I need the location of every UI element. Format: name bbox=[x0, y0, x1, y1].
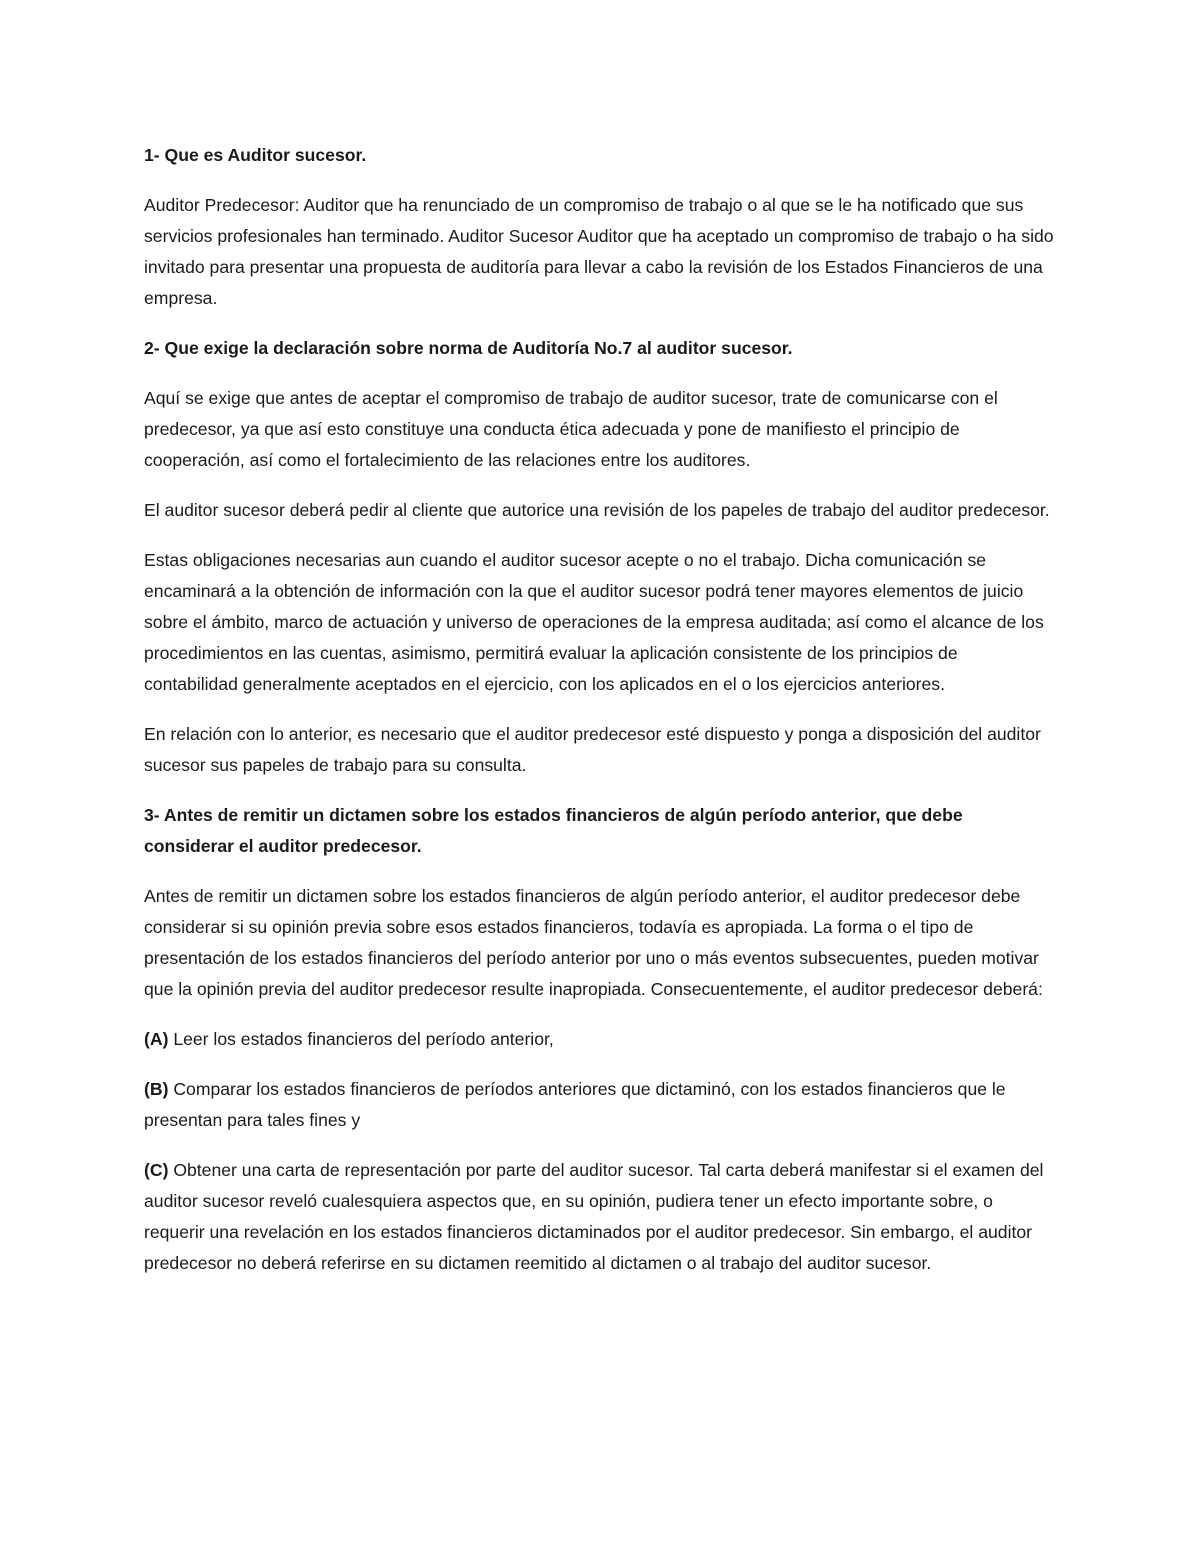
list-item-c bbox=[144, 1155, 1056, 1279]
question-2-paragraph: El auditor sucesor deberá pedir al cliente que autorice una revisión de los papeles de trabajo del auditor predecesor. bbox=[144, 500, 1050, 520]
question-1-answer: Auditor Predecesor: Auditor que ha renunciado de un compromiso de trabajo o al que se le ha notificado que sus servicios profesionales han terminado. Auditor Sucesor Auditor que ha aceptado un compromiso de trabajo o ha sido invitado para presentar una propuesta de auditoría para llevar a cabo la revisión de los Estados Financieros de una empresa. bbox=[144, 195, 1054, 308]
question-2-heading: 2- Que exige la declaración sobre norma de Auditoría No.7 al auditor sucesor. bbox=[144, 338, 793, 358]
list-item-text: Obtener una carta de representación por parte del auditor sucesor. Tal carta deberá manifestar si el examen del auditor sucesor reveló cualesquiera aspectos que, en su opinión, pudiera tener un efecto importante sobre, o requerir una revelación en los estados financieros dictaminados por el auditor predecesor. Sin embargo, el auditor predecesor no deberá referirse en su dictamen reemitido al dictamen o al trabajo del auditor sucesor. bbox=[144, 1160, 1044, 1273]
list-item-b bbox=[144, 1074, 1056, 1136]
list-item-label: (B) bbox=[144, 1079, 169, 1099]
question-2-paragraph: Aquí se exige que antes de aceptar el compromiso de trabajo de auditor sucesor, trate de comunicarse con el predecesor, ya que así esto constituye una conducta ética adecuada y pone de manifiesto el principio de cooperación, así como el fortalecimiento de las relaciones entre los auditores. bbox=[144, 388, 998, 470]
question-2-paragraph: En relación con lo anterior, es necesario que el auditor predecesor esté dispuesto y ponga a disposición del auditor sucesor sus papeles de trabajo para su consulta. bbox=[144, 724, 1041, 775]
list-item-text: Comparar los estados financieros de períodos anteriores que dictaminó, con los estados financieros que le presentan para tales fines y bbox=[144, 1079, 1006, 1130]
list-item-label: (C) bbox=[144, 1160, 169, 1180]
document-body bbox=[144, 140, 1056, 1298]
list-item-text: Leer los estados financieros del período anterior, bbox=[168, 1029, 554, 1049]
list-item-a bbox=[144, 1024, 1056, 1055]
question-1-heading: 1- Que es Auditor sucesor. bbox=[144, 145, 367, 165]
question-3-heading: 3- Antes de remitir un dictamen sobre los estados financieros de algún período anterior, que debe considerar el auditor predecesor. bbox=[144, 805, 963, 856]
list-item-label: (A) bbox=[144, 1029, 169, 1049]
question-2-paragraph: Estas obligaciones necesarias aun cuando el auditor sucesor acepte o no el trabajo. Dicha comunicación se encaminará a la obtención de información con la que el auditor sucesor podrá tener mayores elementos de juicio sobre el ámbito, marco de actuación y universo de operaciones de la empresa auditada; así como el alcance de los procedimientos en las cuentas, asimismo, permitirá evaluar la aplicación consistente de los principios de contabilidad generalmente aceptados en el ejercicio, con los aplicados en el o los ejercicios anteriores. bbox=[144, 550, 1044, 694]
question-3-intro: Antes de remitir un dictamen sobre los estados financieros de algún período anterior, el auditor predecesor debe considerar si su opinión previa sobre esos estados financieros, todavía es apropiada. La forma o el tipo de presentación de los estados financieros del período anterior por uno o más eventos subsecuentes, pueden motivar que la opinión previa del auditor predecesor resulte inapropiada. Consecuentemente, el auditor predecesor deberá: bbox=[144, 886, 1043, 999]
